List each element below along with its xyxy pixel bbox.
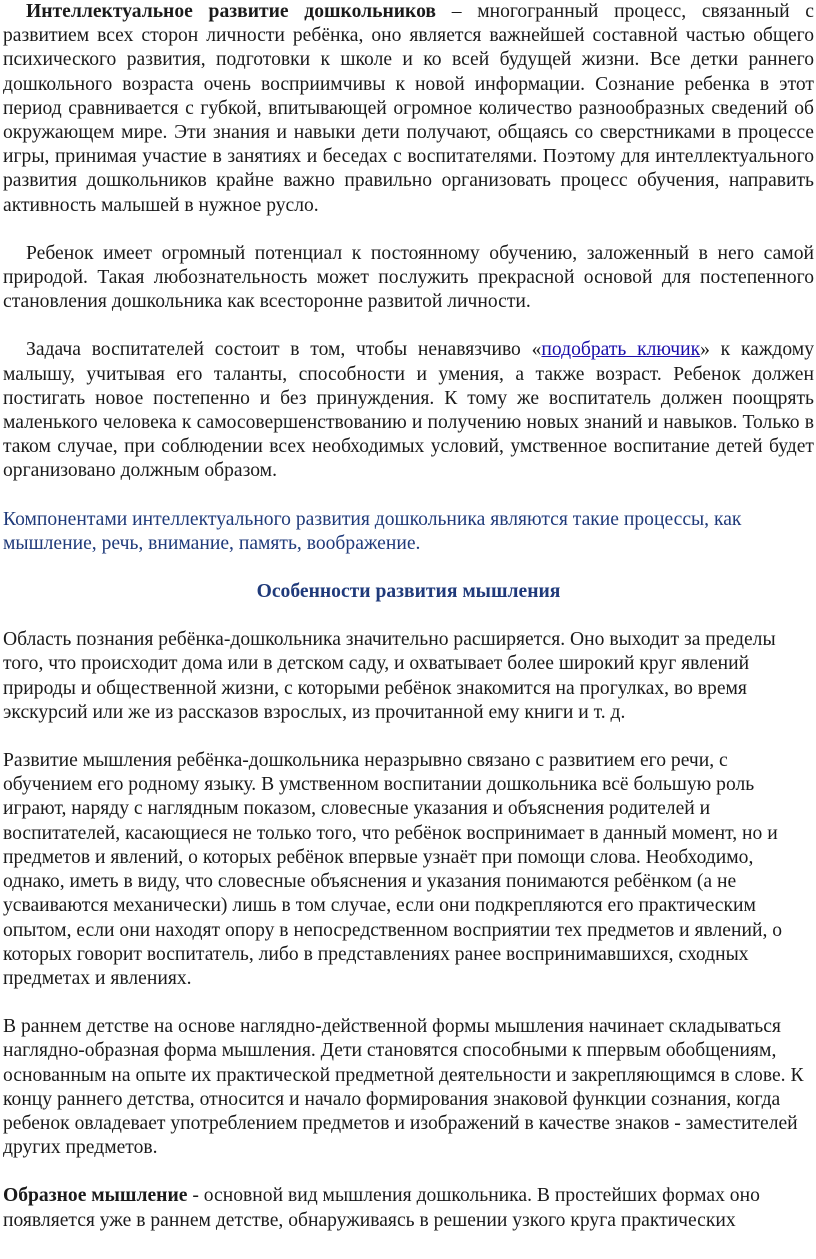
educator-task-text-after: » к каждому малышу, учитывая его таланты, способности и умения, а также возраст. Ребенок должен постигать новое постепенно и без принуждения. К тому же воспитатель должен поощрять маленького человека к самосовершенствованию и получению новых знаний и навыков. Только в таком случае, при соблюдении всех необходимых условий, умственное воспитание детей будет организовано должным образом. bbox=[3, 339, 814, 482]
find-key-link[interactable]: подобрать ключик bbox=[541, 339, 701, 361]
educator-task-text-before: Задача воспитателей состоит в том, чтобы ненавязчиво « bbox=[26, 339, 542, 361]
intro-paragraph-text: – многогранный процесс, связанный с развитием всех сторон личности ребёнка, оно является важнейшей составной частью общего психического развития, подготовки к школе и ко всей будущей жизни. Все детки раннего дошкольного возраста очень восприимчивы к новой информации. Сознание ребенка в этот период сравнивается с губкой, впитывающей огромное количество разнообразных сведений об окружающем мире. Эти знания и навыки дети получают, общаясь со сверстниками в процессе игры, принимая участие в занятиях и беседах с воспитателями. Поэтому для интеллектуального развития дошкольников крайне важно правильно организовать процесс обучения, направить активность малышей в нужное русло. bbox=[3, 1, 815, 216]
intro-bold-term: Интеллектуальное развитие дошкольников bbox=[26, 1, 436, 22]
early-childhood-text: В раннем детстве на основе наглядно-действенной формы мышления начинает складываться наглядно-образная форма мышления. Дети становятся способными к ппервым обобщениям, основанным на опыте их практической предметной деятельности и закрепляющимся в слове. К концу раннего детства, относится и начало формирования знаковой функции сознания, когда ребенок овладевает употреблением предметов и изображений в качестве знаков - заместителей других предметов. bbox=[3, 1016, 804, 1159]
imaginative-thinking-text: - основной вид мышления дошкольника. В простейших формах оно появляется уже в раннем детстве, обнаруживаясь в решении узкого круга практических bbox=[3, 1185, 760, 1231]
thinking-speech-paragraph bbox=[3, 749, 814, 991]
cognition-area-paragraph bbox=[3, 628, 814, 725]
components-paragraph bbox=[3, 508, 814, 556]
components-paragraph-text: Компонентами интеллектуального развития дошкольника являются такие процессы, как мышление, речь, внимание, память, воображение. bbox=[3, 508, 742, 554]
thinking-speech-text: Развитие мышления ребёнка-дошкольника неразрывно связано с развитием его речи, с обучением его родному языку. В умственном воспитании дошкольника всё большую роль играют, наряду с наглядным показом, словесные указания и объяснения родителей и воспитателей, касающиеся не только того, что ребёнок воспринимает в данный момент, но и предметов и явлений, о которых ребёнок впервые узнаёт при помощи слова. Необходимо, однако, иметь в виду, что словесные объяснения и указания понимаются ребёнком (а не усваиваются механически) лишь в том случае, если они подкрепляются его практическим опытом, если они находят опору в непосредственном восприятии тех предметов и явлений, о которых говорит воспитатель, либо в представлениях ранее воспринимавшихся, сходных предметах и явлениях. bbox=[3, 750, 783, 989]
cognition-area-text: Область познания ребёнка-дошкольника значительно расширяется. Оно выходит за пределы того, что происходит дома или в детском саду, и охватывает более широкий круг явлений природы и общественной жизни, с которыми ребёнок знакомится на прогулках, во время экскурсий или же из рассказов взрослых, из прочитанной ему книги и т. д. bbox=[3, 629, 776, 723]
section-heading: Особенности развития мышления bbox=[256, 581, 561, 603]
potential-paragraph bbox=[3, 242, 814, 315]
early-childhood-paragraph bbox=[3, 1015, 814, 1160]
imaginative-thinking-term: Образное мышление bbox=[3, 1185, 188, 1207]
potential-paragraph-text: Ребенок имеет огромный потенциал к постоянному обучению, заложенный в него самой природой. Такая любознательность может послужить прекрасной основой для постепенного становления дошкольника как всесторонне развитой личности. bbox=[3, 242, 814, 313]
intro-paragraph bbox=[3, 0, 814, 218]
educator-task-paragraph bbox=[3, 338, 814, 483]
imaginative-thinking-paragraph bbox=[3, 1184, 814, 1232]
